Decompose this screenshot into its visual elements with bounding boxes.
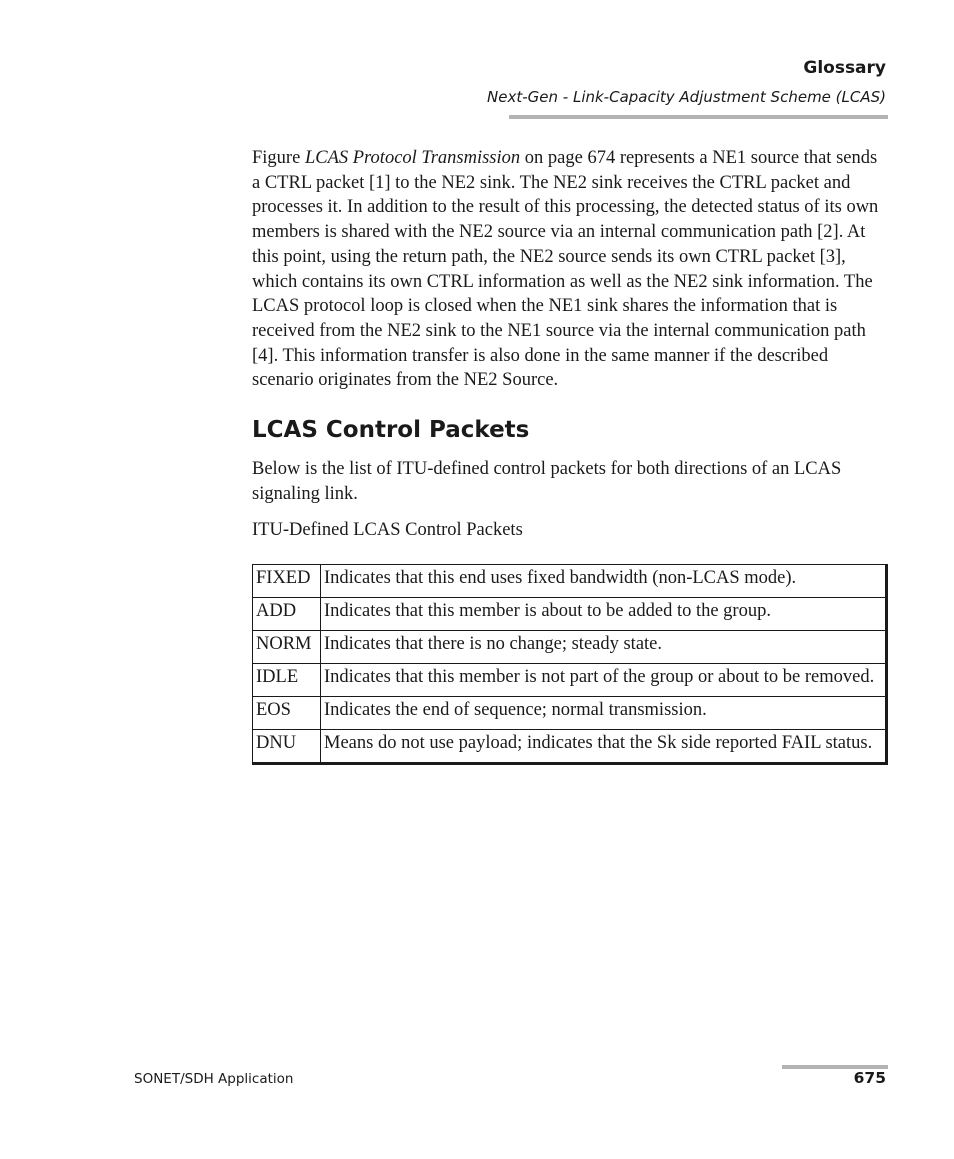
- packet-code: EOS: [253, 697, 321, 730]
- table-caption: ITU-Defined LCAS Control Packets: [252, 520, 523, 541]
- packet-description: Indicates the end of sequence; normal transmission.: [321, 697, 887, 730]
- packet-description: Indicates that this member is not part of the group or about to be removed.: [321, 664, 887, 697]
- section-heading: LCAS Control Packets: [252, 417, 530, 444]
- table-row: [253, 631, 887, 664]
- footer-document-title: SONET/SDH Application: [134, 1071, 294, 1087]
- header-rule: [509, 115, 888, 119]
- packet-code: DNU: [253, 730, 321, 764]
- table-row: [253, 664, 887, 697]
- page-number: 675: [853, 1069, 886, 1087]
- table-row: [253, 730, 887, 764]
- figure-reference: LCAS Protocol Transmission: [304, 148, 521, 168]
- running-header-subtitle: Next-Gen - Link-Capacity Adjustment Scheme (LCAS): [487, 88, 886, 106]
- intro-paragraph: [252, 146, 888, 393]
- table-row: [253, 697, 887, 730]
- packet-description: Indicates that there is no change; steady state.: [321, 631, 887, 664]
- packet-code: IDLE: [253, 664, 321, 697]
- intro-text-after: on page 674 represents a NE1 source that sends a CTRL packet [1] to the NE2 sink. The NE2 sink receives the CTRL packet and processes it. In addition to the result of this processing, the detected status of its own members is shared with the NE2 source via an internal communication path [2]. At this point, using the return path, the NE2 source sends its own CTRL packet [3], which contains its own CTRL information as well as the NE2 sink information. The LCAS protocol loop is closed when the NE1 sink shares the information that is received from the NE2 sink to the NE1 source via the internal communication path [4]. This information transfer is also done in the same manner if the described scenario originates from the NE2 Source.: [252, 148, 879, 391]
- control-packets-table: [252, 564, 888, 765]
- packet-description: Indicates that this end uses fixed bandwidth (non-LCAS mode).: [321, 565, 887, 598]
- table-row: [253, 598, 887, 631]
- intro-text-before: Figure: [252, 148, 305, 168]
- packet-description: Means do not use payload; indicates that the Sk side reported FAIL status.: [321, 730, 887, 764]
- packet-code: ADD: [253, 598, 321, 631]
- section-paragraph: Below is the list of ITU-defined control packets for both directions of an LCAS signaling link.: [252, 459, 842, 504]
- packet-code: NORM: [253, 631, 321, 664]
- main-content: [252, 146, 888, 765]
- packet-description: Indicates that this member is about to be added to the group.: [321, 598, 887, 631]
- packet-code: FIXED: [253, 565, 321, 598]
- running-header-title: Glossary: [803, 58, 886, 78]
- table-row: [253, 565, 887, 598]
